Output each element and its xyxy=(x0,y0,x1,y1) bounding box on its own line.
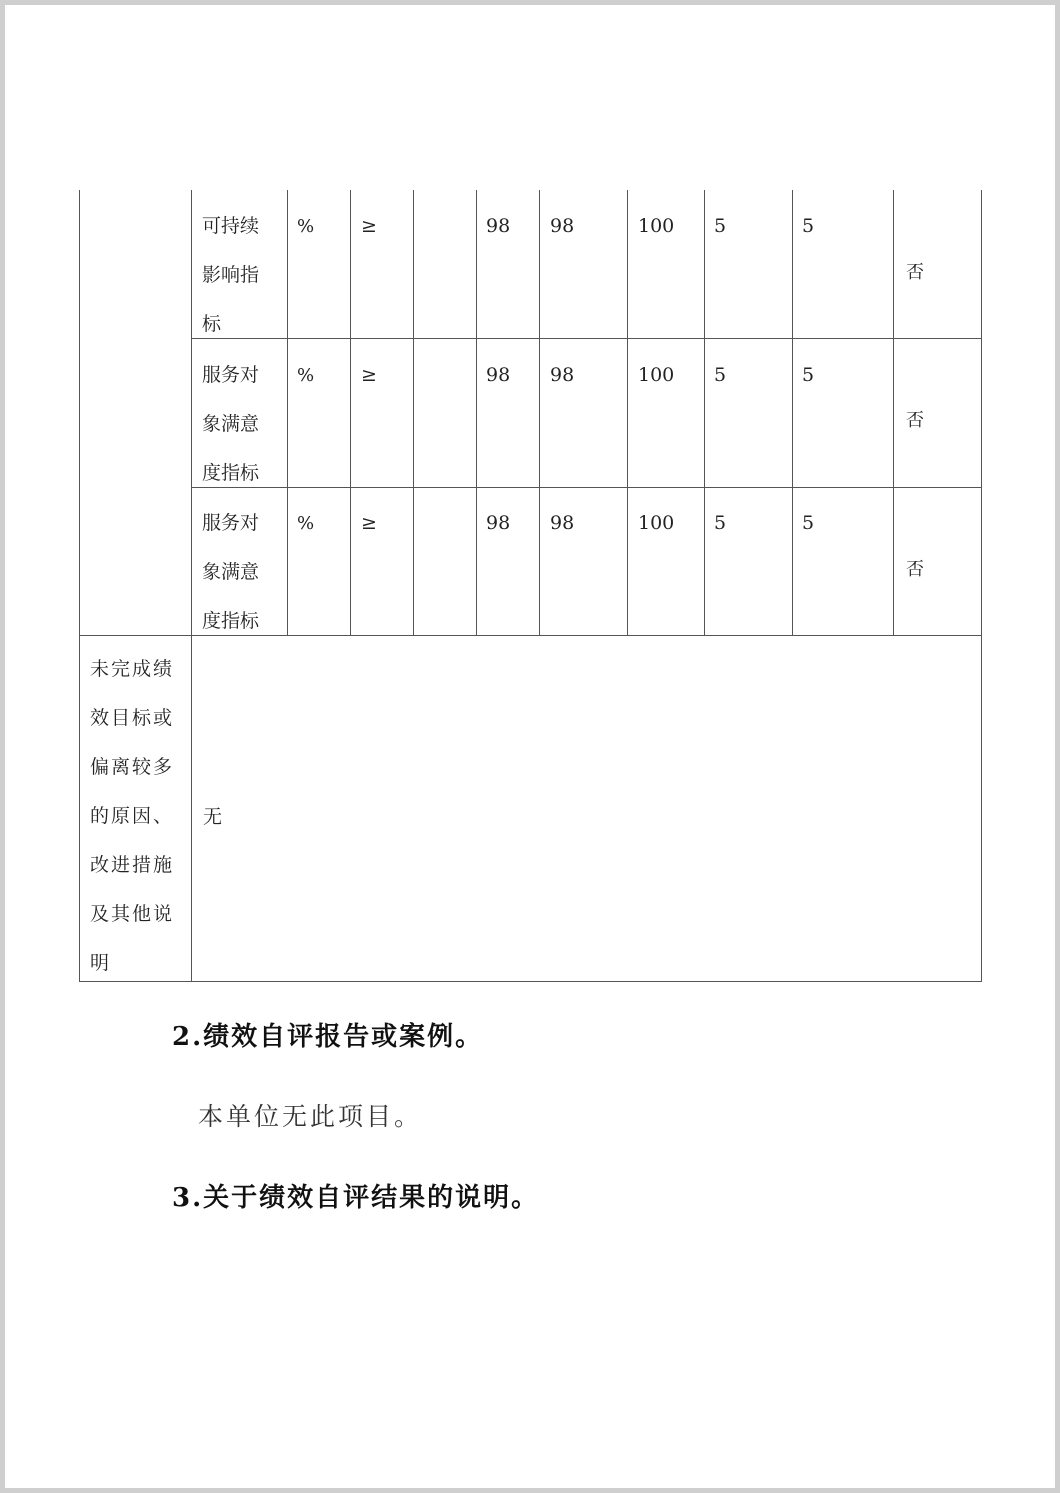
section-3-heading: 3.关于绩效自评结果的说明。 xyxy=(172,1183,540,1213)
actual-cell: 98 xyxy=(550,364,575,386)
table-column-divider xyxy=(191,190,192,982)
table-column-divider xyxy=(704,190,705,636)
score-cell: 5 xyxy=(802,215,815,237)
table-bottom-border xyxy=(79,981,982,982)
indicator-name: 可持续 影响指 标 xyxy=(202,215,260,335)
operator-cell: ≥ xyxy=(361,512,377,534)
unit-cell: % xyxy=(297,513,315,534)
table-column-divider xyxy=(627,190,628,636)
weight-cell: 100 xyxy=(638,215,675,237)
table-left-border xyxy=(79,190,80,982)
table-column-divider xyxy=(413,190,414,636)
score-cell: 5 xyxy=(802,364,815,386)
operator-cell: ≥ xyxy=(361,215,377,237)
remark-value: 无 xyxy=(203,806,223,828)
annual-target-cell: 98 xyxy=(486,512,511,534)
table-column-divider xyxy=(350,190,351,636)
table-column-divider xyxy=(893,190,894,636)
weight-cell: 100 xyxy=(638,364,675,386)
points-cell: 5 xyxy=(714,512,727,534)
score-cell: 5 xyxy=(802,512,815,534)
actual-cell: 98 xyxy=(550,512,575,534)
weight-cell: 100 xyxy=(638,512,675,534)
table-column-divider xyxy=(476,190,477,636)
table-column-divider xyxy=(287,190,288,636)
section-2-heading: 2.绩效自评报告或案例。 xyxy=(172,1022,484,1052)
annual-target-cell: 98 xyxy=(486,215,511,237)
points-cell: 5 xyxy=(714,364,727,386)
flag-cell: 否 xyxy=(906,559,924,580)
table-column-divider xyxy=(792,190,793,636)
indicator-name: 服务对 象满意 度指标 xyxy=(202,512,260,632)
remark-label: 未完成绩 效目标或 偏离较多 的原因、 改进措施 及其他说 明 xyxy=(90,658,175,974)
table-row-divider xyxy=(192,487,982,488)
points-cell: 5 xyxy=(714,215,727,237)
flag-cell: 否 xyxy=(906,410,924,431)
table-right-border xyxy=(981,190,982,982)
flag-cell: 否 xyxy=(906,262,924,283)
actual-cell: 98 xyxy=(550,215,575,237)
table-row-divider xyxy=(192,338,982,339)
operator-cell: ≥ xyxy=(361,364,377,386)
table-column-divider xyxy=(539,190,540,636)
section-2-body: 本单位无此项目。 xyxy=(198,1102,423,1131)
annual-target-cell: 98 xyxy=(486,364,511,386)
indicator-name: 服务对 象满意 度指标 xyxy=(202,364,260,484)
unit-cell: % xyxy=(297,365,315,386)
unit-cell: % xyxy=(297,216,315,237)
